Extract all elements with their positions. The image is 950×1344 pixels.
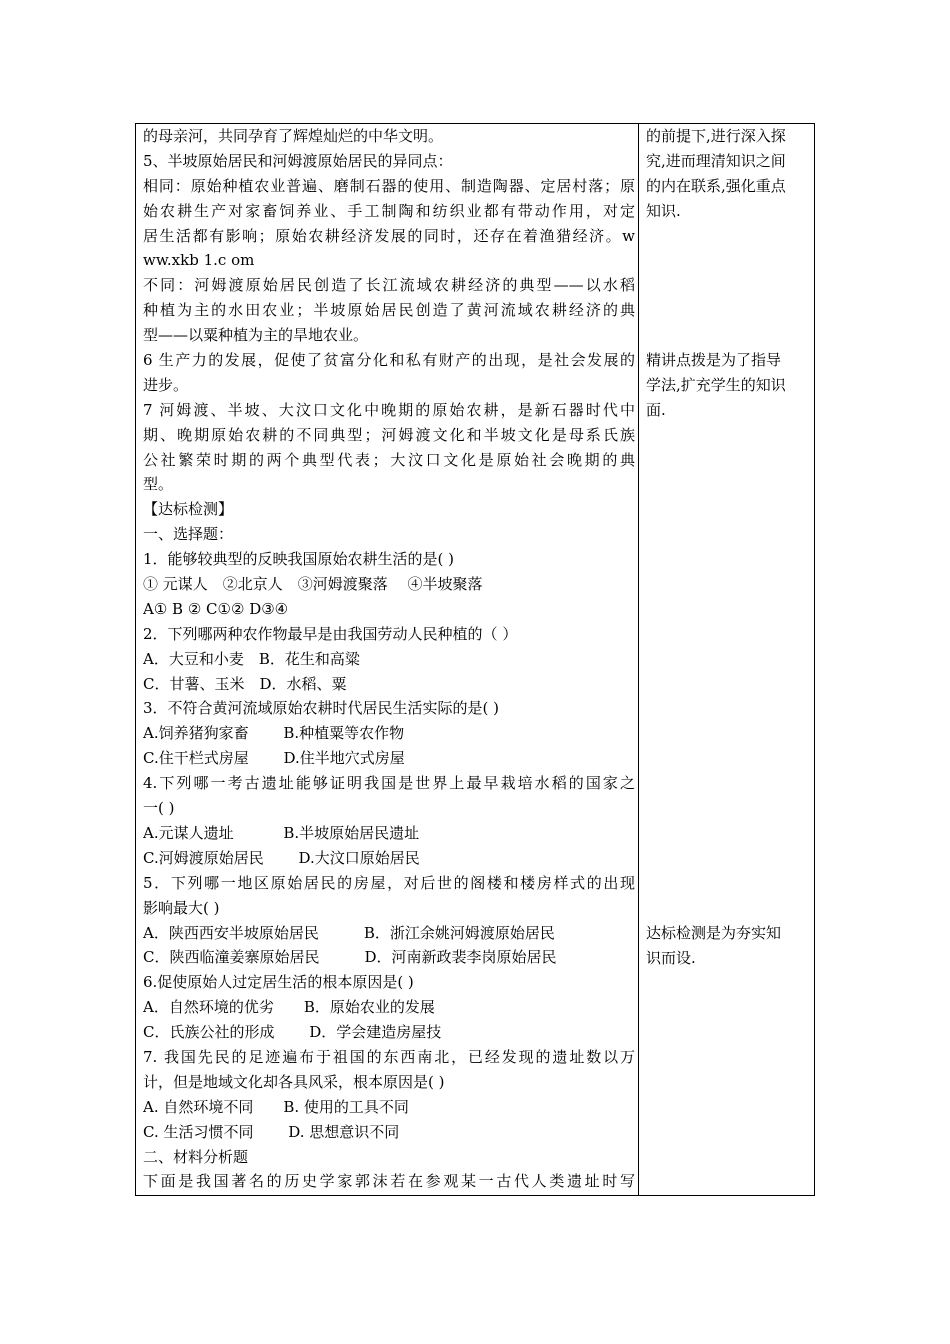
side-note-3: [646, 921, 809, 971]
content-line: C．陕西临潼姜寨原始居民 D．河南新政裴李岗原始居民: [143, 948, 557, 967]
content-line: 7. 我国先民的足迹遍布于祖国的东西南北，已经发现的遗址数以万: [143, 1047, 635, 1066]
side-note-line: 的内在联系,强化重点: [646, 176, 786, 195]
content-line: ① 元谋人 ②北京人 ③河姆渡聚落 ④半坡聚落: [143, 575, 483, 594]
side-note-2: [646, 348, 809, 423]
column-divider: [638, 124, 639, 1195]
content-line: 不同：河姆渡原始居民创造了长江流域农耕经济的典型——以水稻: [143, 276, 635, 295]
side-note-line: 的前提下,进行深入探: [646, 127, 786, 145]
content-line: A.元谋人遗址 B.半坡原始居民遗址: [143, 823, 420, 842]
content-line: A．陕西西安半坡原始居民 B．浙江余姚河姆渡原始居民: [143, 923, 555, 942]
content-line: 6.促使原始人过定居生活的根本原因是( ): [143, 973, 414, 992]
content-line: 7 河姆渡、半坡、大汶口文化中晚期的原始农耕，是新石器时代中: [143, 400, 635, 419]
content-line: 一、选择题：: [143, 525, 234, 544]
content-line: A.饲养猪狗家畜 B.种植粟等农作物: [143, 724, 405, 743]
content-line: A．自然环境的优劣 B．原始农业的发展: [143, 998, 435, 1017]
content-line: ww.xkb 1.c om: [143, 251, 255, 270]
content-line: A．大豆和小麦 B．花生和高粱: [143, 649, 360, 668]
side-note-line: 知识.: [646, 201, 681, 220]
content-line: 型——以粟种植为主的旱地农业。: [143, 326, 369, 345]
content-line: A. 自然环境不同 B. 使用的工具不同: [143, 1097, 409, 1116]
side-note-line: 识而设.: [646, 948, 696, 967]
side-note-line: 精讲点拨是为了指导: [646, 351, 782, 369]
content-line: 相同：原始种植农业普遍、磨制石器的使用、制造陶器、定居村落；原: [143, 176, 635, 195]
content-line: 【达标检测】: [143, 500, 234, 519]
content-line: 的母亲河，共同孕育了辉煌灿烂的中华文明。: [143, 127, 444, 145]
content-line: C.河姆渡原始居民 D.大汶口原始居民: [143, 848, 420, 867]
content-cell: [143, 124, 635, 1194]
content-line: 影响最大( ): [143, 898, 220, 917]
side-note-line: 面.: [646, 400, 666, 419]
content-line: 居生活都有影响；原始农耕经济发展的同时，还存在着渔猎经济。w: [143, 226, 635, 245]
content-line: C. 生活习惯不同 D. 思想意识不同: [143, 1122, 400, 1141]
content-line: A① B ② C①② D③④: [143, 599, 289, 618]
content-line: 二、材料分析题: [143, 1147, 249, 1166]
content-line: 4.下列哪一考古遗址能够证明我国是世界上最早栽培水稻的国家之: [143, 774, 635, 793]
content-line: 始农耕生产对家畜饲养业、手工制陶和纺织业都有带动作用，对定: [143, 201, 635, 220]
content-line: 下面是我国著名的历史学家郭沫若在参观某一古代人类遗址时写: [143, 1172, 635, 1191]
side-note-1: [646, 124, 809, 224]
content-line: C.住干栏式房屋 D.住半地穴式房屋: [143, 749, 405, 768]
content-line: 进步。: [143, 375, 189, 394]
content-line: 种植为主的水田农业；半坡原始居民创造了黄河流域农耕经济的典: [143, 301, 635, 320]
content-line: 1．能够较典型的反映我国原始农耕生活的是( ): [143, 550, 455, 569]
side-note-line: 究,进而理清知识之间: [646, 151, 786, 170]
side-note-line: 达标检测是为夯实知: [646, 924, 782, 942]
content-line: 一( ): [143, 799, 175, 818]
content-line: 2．下列哪两种农作物最早是由我国劳动人民种植的（ ）: [143, 624, 518, 643]
side-note-line: 学法,扩充学生的知识: [646, 375, 786, 394]
content-line: C．甘薯、玉米 D．水稻、粟: [143, 674, 347, 693]
content-line: C．氏族公社的形成 D．学会建造房屋技: [143, 1023, 442, 1042]
content-line: 6 生产力的发展，促使了贫富分化和私有财产的出现，是社会发展的: [143, 351, 635, 370]
content-line: 公社繁荣时期的两个典型代表；大汶口文化是原始社会晚期的典: [143, 450, 635, 469]
content-line: 型。: [143, 475, 174, 494]
lesson-table: [135, 123, 815, 1196]
content-line: 期、晚期原始农耕的不同典型；河姆渡文化和半坡文化是母系氏族: [143, 425, 635, 444]
content-line: 5、半坡原始居民和河姆渡原始居民的异同点：: [143, 151, 453, 170]
content-line: 5．下列哪一地区原始居民的房屋，对后世的阁楼和楼房样式的出现: [143, 873, 635, 892]
content-line: 3．不符合黄河流域原始农耕时代居民生活实际的是( ): [143, 699, 500, 718]
content-line: 计，但是地域文化却各具风采，根本原因是( ): [143, 1072, 445, 1091]
